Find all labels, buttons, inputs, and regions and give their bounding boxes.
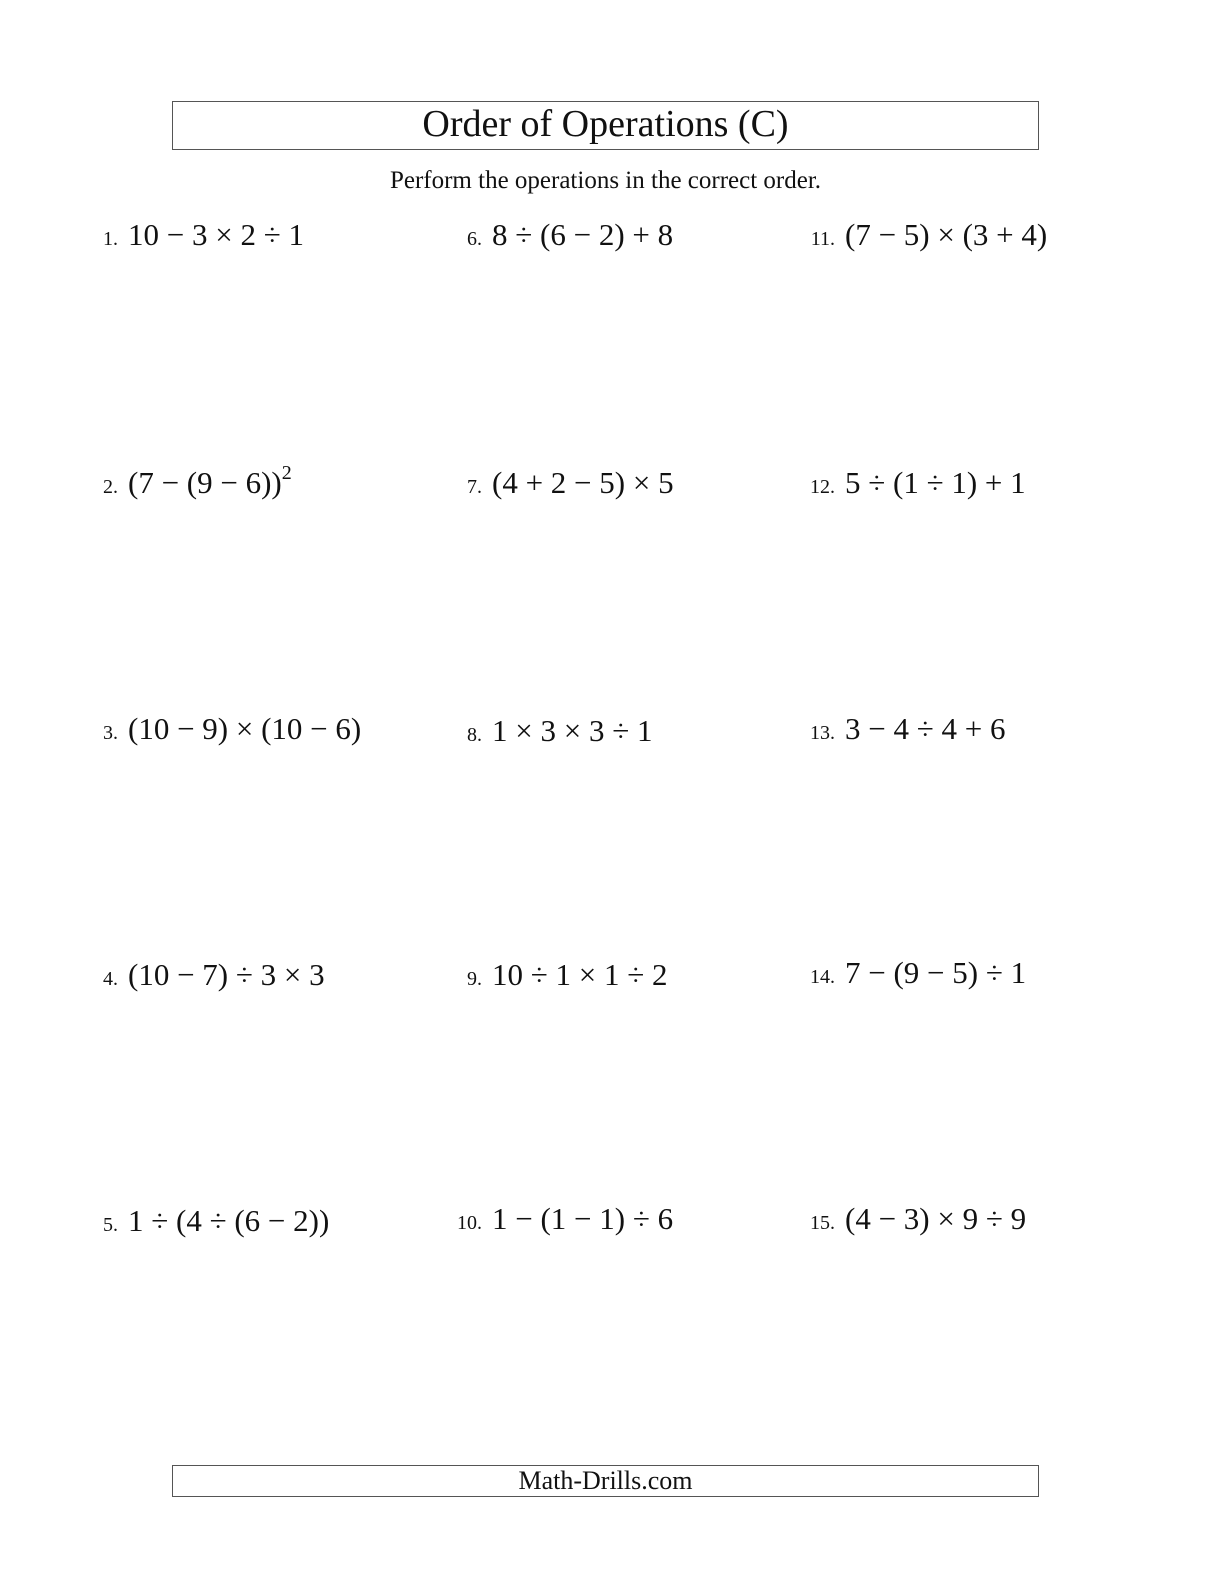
problem-expression: (4 + 2 − 5) × 5 <box>492 465 674 500</box>
problem-7 <box>452 465 674 505</box>
problem-number: 6. <box>467 228 482 250</box>
problem-number: 4. <box>103 968 118 990</box>
problem-expression: 5 ÷ (1 ÷ 1) + 1 <box>845 465 1026 500</box>
problem-expression: 1 − (1 − 1) ÷ 6 <box>492 1201 674 1236</box>
problem-number: 9. <box>467 968 482 990</box>
problem-10 <box>452 1201 673 1241</box>
problem-expression: (4 − 3) × 9 ÷ 9 <box>845 1201 1027 1236</box>
problem-expression: (7 − 5) × (3 + 4) <box>845 217 1048 252</box>
problem-15 <box>805 1201 1026 1241</box>
problem-number: 8. <box>467 724 482 746</box>
problem-expression: 10 − 3 × 2 ÷ 1 <box>128 217 304 252</box>
problem-expression: (10 − 9) × (10 − 6) <box>128 711 362 746</box>
problem-expression: 3 − 4 ÷ 4 + 6 <box>845 711 1006 746</box>
problem-6 <box>452 217 673 257</box>
problem-3 <box>98 711 361 751</box>
problem-expression: 1 × 3 × 3 ÷ 1 <box>492 713 653 748</box>
problem-expression: (10 − 7) ÷ 3 × 3 <box>128 957 325 992</box>
problem-number: 14. <box>810 966 835 988</box>
problem-number: 1. <box>103 228 118 250</box>
worksheet-title-text: Order of Operations (C) <box>422 103 789 145</box>
problem-4 <box>98 957 325 997</box>
problem-expression: 10 ÷ 1 × 1 ÷ 2 <box>492 957 668 992</box>
problem-1 <box>98 217 304 257</box>
problem-number: 13. <box>810 722 835 744</box>
problem-number: 5. <box>103 1214 118 1236</box>
problem-expression: 8 ÷ (6 − 2) + 8 <box>492 217 674 252</box>
problem-13 <box>805 711 1005 751</box>
problem-number: 2. <box>103 476 118 498</box>
problem-number: 10. <box>457 1212 482 1234</box>
problem-2 <box>98 462 292 505</box>
problem-exponent: 2 <box>281 462 292 484</box>
problem-expression: 1 ÷ (4 ÷ (6 − 2)) <box>128 1203 330 1238</box>
problem-number: 7. <box>467 476 482 498</box>
problem-5 <box>98 1203 329 1243</box>
problem-8 <box>452 713 652 753</box>
instructions: Perform the operations in the correct order. <box>389 167 822 194</box>
problem-11 <box>805 217 1047 257</box>
problem-expression: 7 − (9 − 5) ÷ 1 <box>845 955 1027 990</box>
footer <box>172 1465 1039 1497</box>
problem-number: 12. <box>810 476 835 498</box>
problem-number: 3. <box>103 722 118 744</box>
problem-12 <box>805 465 1026 505</box>
worksheet-title <box>172 101 1039 150</box>
problem-number: 15. <box>810 1212 835 1234</box>
footer-text: Math-Drills.com <box>518 1466 693 1495</box>
problem-9 <box>452 957 668 997</box>
problem-number: 11. <box>810 228 835 250</box>
problem-expression: (7 − (9 − 6)) <box>128 465 282 500</box>
problem-14 <box>805 955 1026 995</box>
